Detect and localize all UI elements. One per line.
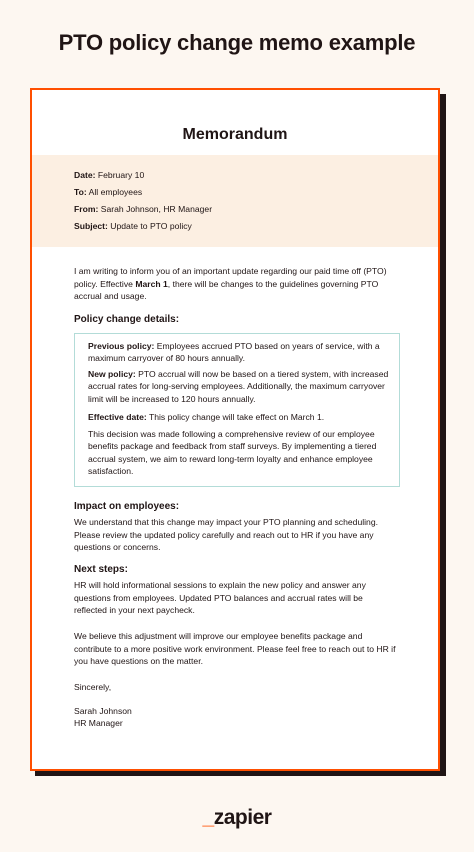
date-label: Date: <box>74 170 96 180</box>
signature-title: HR Manager <box>74 718 123 728</box>
impact-heading: Impact on employees: <box>74 501 180 512</box>
date-value: February 10 <box>97 170 145 180</box>
policy-details-box <box>74 333 400 487</box>
intro-text: I am writing to inform you of an important update regarding our paid time off (PTO) policy. Effective <box>74 266 387 289</box>
memo-card <box>30 88 440 771</box>
subject-label: Subject: <box>74 221 108 231</box>
from-label: From: <box>74 204 99 214</box>
closing-paragraph: We believe this adjustment will improve our employee benefits package and contribute to a more positive work environment. Please feel free to reach out to HR if you have questions on the matter. <box>74 631 396 667</box>
previous-policy-text: Employees accrued PTO based on years of service, with a maximum carryover of 80 hours annually. <box>88 341 380 364</box>
signature-name: Sarah Johnson <box>74 706 132 716</box>
page-title: PTO policy change memo example <box>58 30 416 55</box>
next-steps-heading: Next steps: <box>74 564 128 575</box>
to-value: All employees <box>88 187 143 197</box>
memo-header-box <box>32 155 438 247</box>
impact-paragraph: We understand that this change may impact your PTO planning and scheduling. Please review the updated policy carefully and reach out to HR if you have any questions or concerns. <box>74 517 378 553</box>
intro-text-end: , there will be changes to the guidelines governing PTO accrual and usage. <box>74 278 379 302</box>
subject-row <box>74 220 192 232</box>
date-row <box>74 169 144 181</box>
to-row <box>74 186 142 198</box>
intro-paragraph <box>74 265 396 303</box>
to-label: To: <box>74 187 87 197</box>
zapier-logo <box>0 806 474 830</box>
new-policy <box>88 368 390 405</box>
rationale-paragraph: This decision was made following a comprehensive review of our employee benefits package and feedback from staff surveys. By implementing a tiered accrual system, we aim to reward long-term loyalty and enhance employee satisfaction. <box>88 429 377 477</box>
intro-effective-date: March 1 <box>135 278 168 289</box>
logo-text: zapier <box>213 806 272 829</box>
signoff: Sincerely, <box>74 682 112 692</box>
effective-date-label: Effective date: <box>88 412 147 422</box>
new-policy-text: PTO accrual will now be based on a tiered system, with increased accrual rates for long-serving employees. Additionally, the maximum carryover limit will be increased to 120 hours annually. <box>88 369 389 404</box>
previous-policy <box>88 340 390 365</box>
from-value: Sarah Johnson, HR Manager <box>100 204 213 214</box>
next-steps-paragraph: HR will hold informational sessions to explain the new policy and answer any questions from employees. Updated PTO balances and accrual rates will be reflected in your next paycheck. <box>74 580 366 616</box>
effective-date-text: This policy change will take effect on March 1. <box>146 412 325 422</box>
new-policy-label: New policy: <box>88 369 136 379</box>
logo-underscore: _ <box>202 806 214 829</box>
policy-heading: Policy change details: <box>74 314 180 325</box>
effective-date <box>88 411 390 423</box>
memo-heading: Memorandum <box>182 126 288 143</box>
from-row <box>74 203 212 215</box>
subject-value: Update to PTO policy <box>110 221 192 231</box>
previous-policy-label: Previous policy: <box>88 341 155 351</box>
